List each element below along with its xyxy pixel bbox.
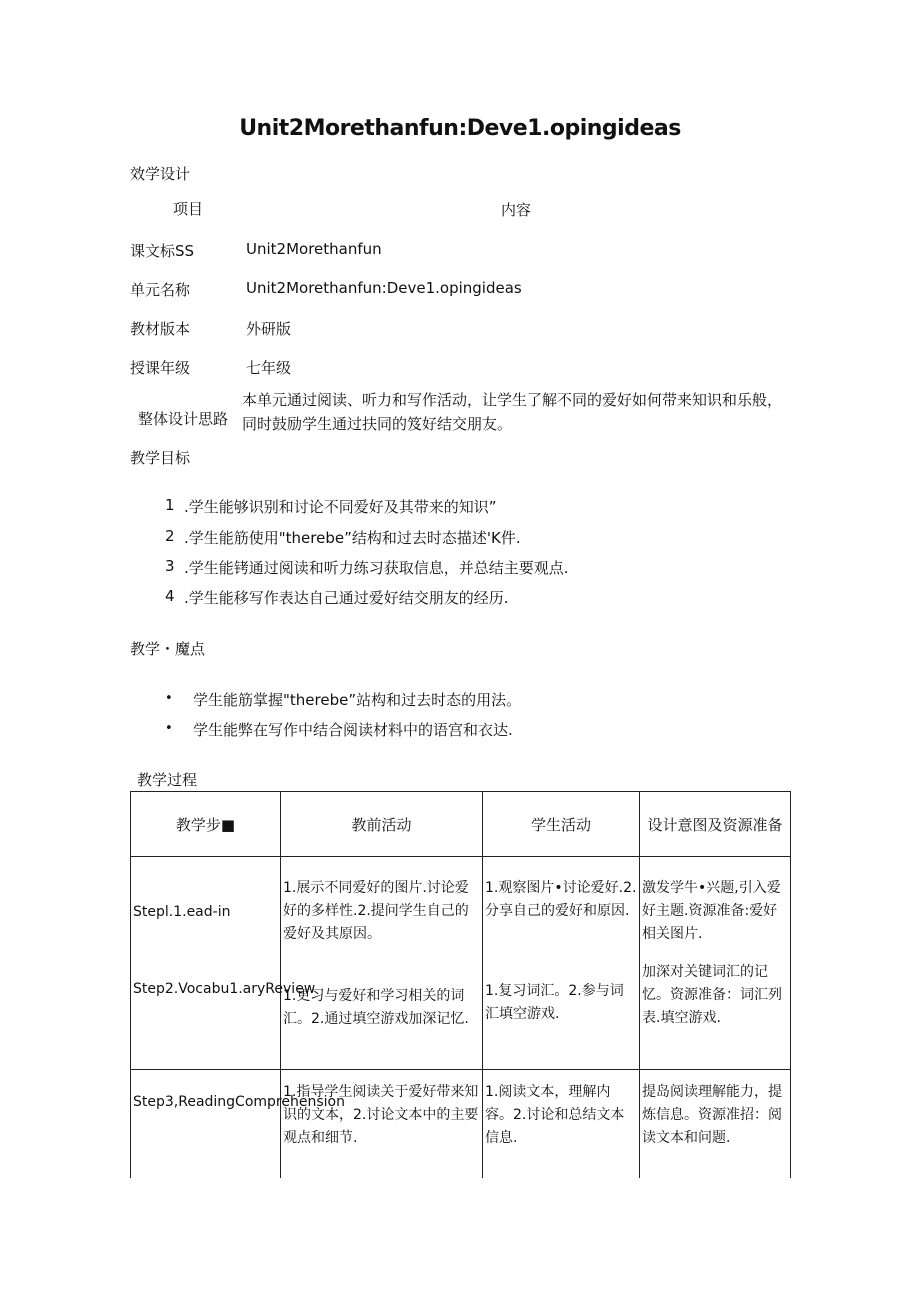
- header-content: 内容: [501, 201, 532, 219]
- design-intent-text: 提岛阅读理解能力，提炼信息。资源准招：阅读文本和问题.: [642, 1084, 782, 1146]
- row-label-textbook: 课文标SS: [130, 242, 195, 260]
- row-value-textbook: Unit2Morethanfun: [246, 240, 382, 258]
- page-title: Unit2Morethanfun:Deve1.opingideas: [239, 116, 681, 141]
- row-value-grade: 七年级: [246, 359, 292, 377]
- table-header-row: [131, 792, 791, 857]
- step-cell: [131, 1070, 345, 1178]
- header-step: 教学步■: [131, 792, 281, 857]
- student-activity-cell: [483, 857, 640, 1070]
- process-title: 教学过程: [137, 771, 198, 789]
- row-value-unit: Unit2Morethanfun:Deve1.opingideas: [246, 279, 522, 297]
- design-intent-text: 加深对关键词汇的记忆。资源准备：词汇列表.填空游戏.: [642, 964, 782, 1026]
- key-point-text: 学生能弊在写作中结合阅读材料中的语宫和衣达.: [193, 721, 513, 739]
- row-label-edition: 教材版本: [130, 320, 191, 338]
- goal-number: 3: [165, 557, 175, 575]
- teacher-activity-text: 1.展示不同爱好的图片.讨论爱好的多样性.2.提问学生自己的爱好及其原因。: [283, 880, 469, 942]
- key-point-text: 学生能筋掌握"therebe”站构和过去时态的用法。: [193, 691, 522, 709]
- header-design-intent: 设计意图及资源准备: [640, 792, 791, 857]
- step-cell: [131, 857, 316, 1070]
- section-design-heading: 效学设计: [130, 165, 191, 183]
- goal-number: 2: [165, 527, 175, 545]
- bullet-icon: •: [165, 721, 173, 736]
- design-label: 整体设计思路: [138, 410, 229, 428]
- header-teacher-activity: 教前活动: [281, 792, 483, 857]
- student-activity-cell: [483, 1070, 640, 1178]
- header-item: 项目: [173, 200, 204, 218]
- teacher-activity-cell: [281, 1070, 483, 1178]
- student-activity-text: 1.观察图片•讨论爱好.2.分享自己的爱好和原因.: [485, 880, 637, 919]
- teacher-activity-text: 1.指导学生阅读关于爱好带来知识的文本，2.讨论文本中的主要观点和细节.: [283, 1084, 479, 1146]
- design-text: 本单元通过阅读、听力和写作活动，让学生了解不同的爱好如何带来知识和乐般，同时鼓励学生通过扶同的笈好结交朋友。: [242, 391, 783, 433]
- teacher-activity-cell: [281, 857, 483, 1070]
- table-row: [131, 857, 791, 1070]
- goal-number: 1: [165, 496, 175, 514]
- design-intent-cell: [640, 857, 791, 1070]
- design-intent-cell: [640, 1070, 791, 1178]
- row-value-edition: 外研版: [246, 320, 292, 338]
- step-label: Step3,ReadingComprehension: [133, 1094, 345, 1110]
- header-student-activity: 学生活动: [483, 792, 640, 857]
- row-label-grade: 授课年级: [130, 359, 191, 377]
- process-table: [130, 791, 791, 1178]
- bullet-icon: •: [165, 691, 173, 706]
- step-label: Stepl.1.ead-in: [133, 904, 231, 920]
- step-label: Step2.Vocabu1.aryReview: [133, 981, 316, 997]
- goals-title: 教学目标: [130, 449, 191, 467]
- row-label-unit: 单元名称: [130, 281, 191, 299]
- student-activity-text: 1.阅读文本，理解内容。2.讨论和总结文本信息.: [485, 1084, 625, 1146]
- design-intent-text: 激发学牛•兴题,引入爱好主题.资源准备:爱好相关图片.: [642, 880, 781, 942]
- student-activity-text: 1.复习词汇。2.参与词汇填空游戏.: [485, 983, 624, 1022]
- goal-text: .学生能铐通过阅读和听力练习获取信息，并总结主要观点.: [184, 559, 569, 577]
- goal-text: .学生能够识别和讨论不同爱好及其带来的知识”: [184, 498, 497, 516]
- teacher-activity-text: 1.更习与爱好和学习相关的词汇。2.通过填空游戏加深记忆.: [283, 988, 469, 1027]
- table-row: [131, 1070, 791, 1178]
- key-points-title: 教学・魔点: [130, 640, 206, 658]
- goal-text: .学生能筋使用"therebe”结构和过去时态描述'K件.: [184, 529, 521, 547]
- goal-text: .学生能移写作表达自己通过爱好结交朋友的经历.: [184, 589, 509, 607]
- goal-number: 4: [165, 587, 175, 605]
